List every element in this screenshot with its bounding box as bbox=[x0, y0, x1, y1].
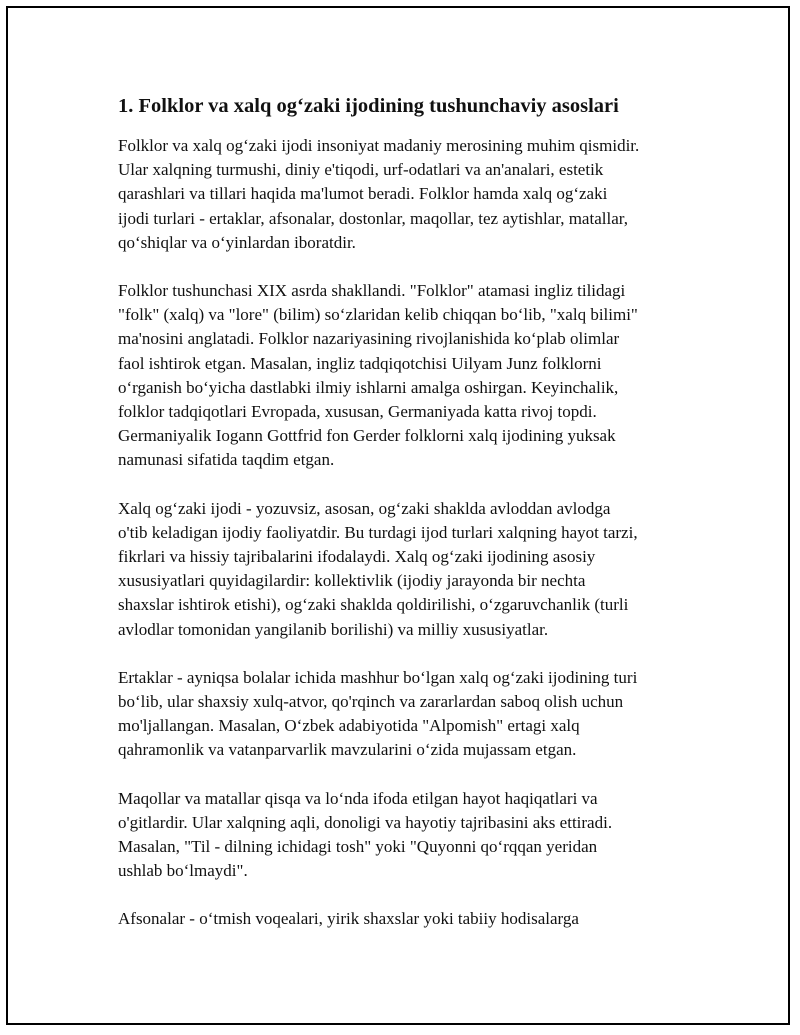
paragraph-intro bbox=[118, 134, 693, 255]
text-line: ushlab bo‘lmaydi". bbox=[118, 861, 248, 881]
text-line: ma'nosini anglatadi. Folklor nazariyasining rivojlanishida ko‘plab olimlar bbox=[118, 329, 620, 349]
text-line: folklor tadqiqotlari Evropada, xususan, Germaniyada katta rivoj topdi. bbox=[118, 402, 597, 422]
text-line: o'gitlardir. Ular xalqning aqli, donoligi va hayotiy tajribasini aks ettiradi. bbox=[118, 812, 613, 832]
text-line: qo‘shiqlar va o‘yinlardan iboratdir. bbox=[118, 232, 356, 252]
text-line: Folklor tushunchasi XIX asrda shakllandi. "Folklor" atamasi ingliz tilidagi bbox=[118, 281, 626, 301]
text-line: qahramonlik va vatanparvarlik mavzularini o‘zida mujassam etgan. bbox=[118, 740, 577, 760]
text-line: Germaniyalik Iogann Gottfrid fon Gerder folklorni xalq ijodining yuksak bbox=[118, 426, 616, 446]
section-heading: 1. Folklor va xalq og‘zaki ijodining tushunchaviy asoslari bbox=[118, 95, 619, 117]
text-line: avlodlar tomonidan yangilanib borilishi) va milliy xususiyatlar. bbox=[118, 619, 549, 639]
paragraph-proverbs bbox=[118, 787, 693, 884]
text-line: shaxslar ishtirok etishi), og‘zaki shaklda qoldirilishi, o‘zgaruvchanlik (turli bbox=[118, 595, 629, 615]
text-line: Ular xalqning turmushi, diniy e'tiqodi, urf-odatlari va an'analari, estetik bbox=[118, 160, 604, 180]
text-line: o'tib keladigan ijodiy faoliyatdir. Bu turdagi ijod turlari xalqning hayot tarzi, bbox=[118, 522, 638, 542]
text-line: Xalq og‘zaki ijodi - yozuvsiz, asosan, og‘zaki shaklda avloddan avlodga bbox=[118, 498, 611, 518]
text-line: o‘rganish bo‘yicha dastlabki ilmiy ishlarni amalga oshirgan. Keyinchalik, bbox=[118, 377, 619, 397]
text-line: fikrlari va hissiy tajribalarini ifodalaydi. Xalq og‘zaki ijodining asosiy bbox=[118, 547, 596, 567]
text-line: Folklor va xalq og‘zaki ijodi insoniyat madaniy merosining muhim qismidir. bbox=[118, 136, 640, 155]
text-line: namunasi sifatida taqdim etgan. bbox=[118, 450, 335, 470]
paragraph-oral-creativity bbox=[118, 497, 693, 642]
text-line: faol ishtirok etgan. Masalan, ingliz tadqiqotchisi Uilyam Junz folklorni bbox=[118, 353, 602, 373]
text-line: mo'ljallangan. Masalan, O‘zbek adabiyotida "Alpomish" ertagi xalq bbox=[118, 716, 580, 736]
text-line: Ertaklar - ayniqsa bolalar ichida mashhur bo‘lgan xalq og‘zaki ijodining turi bbox=[118, 667, 638, 687]
text-line: xususiyatlari quyidagilardir: kollektivlik (ijodiy jarayonda bir nechta bbox=[118, 571, 586, 591]
document-body bbox=[118, 92, 693, 956]
text-line: bo‘lib, ular shaxsiy xulq-atvor, qo'rqinch va zararlardan saboq olish uchun bbox=[118, 692, 624, 712]
text-line: Maqollar va matallar qisqa va lo‘nda ifoda etilgan hayot haqiqatlari va bbox=[118, 788, 598, 808]
text-line: ijodi turlari - ertaklar, afsonalar, dostonlar, maqollar, tez aytishlar, matallar, bbox=[118, 208, 628, 228]
paragraph-legends bbox=[118, 907, 693, 931]
text-line: Masalan, "Til - dilning ichidagi tosh" yoki "Quyonni qo‘rqqan yeridan bbox=[118, 837, 598, 857]
text-line: Afsonalar - o‘tmish voqealari, yirik shaxslar yoki tabiiy hodisalarga bbox=[118, 909, 579, 929]
paragraph-folklor-history bbox=[118, 279, 693, 473]
paragraph-fairy-tales bbox=[118, 666, 693, 763]
text-line: qarashlari va tillari haqida ma'lumot beradi. Folklor hamda xalq og‘zaki bbox=[118, 184, 608, 204]
text-line: "folk" (xalq) va "lore" (bilim) so‘zlaridan kelib chiqqan bo‘lib, "xalq bilimi" bbox=[118, 305, 638, 325]
